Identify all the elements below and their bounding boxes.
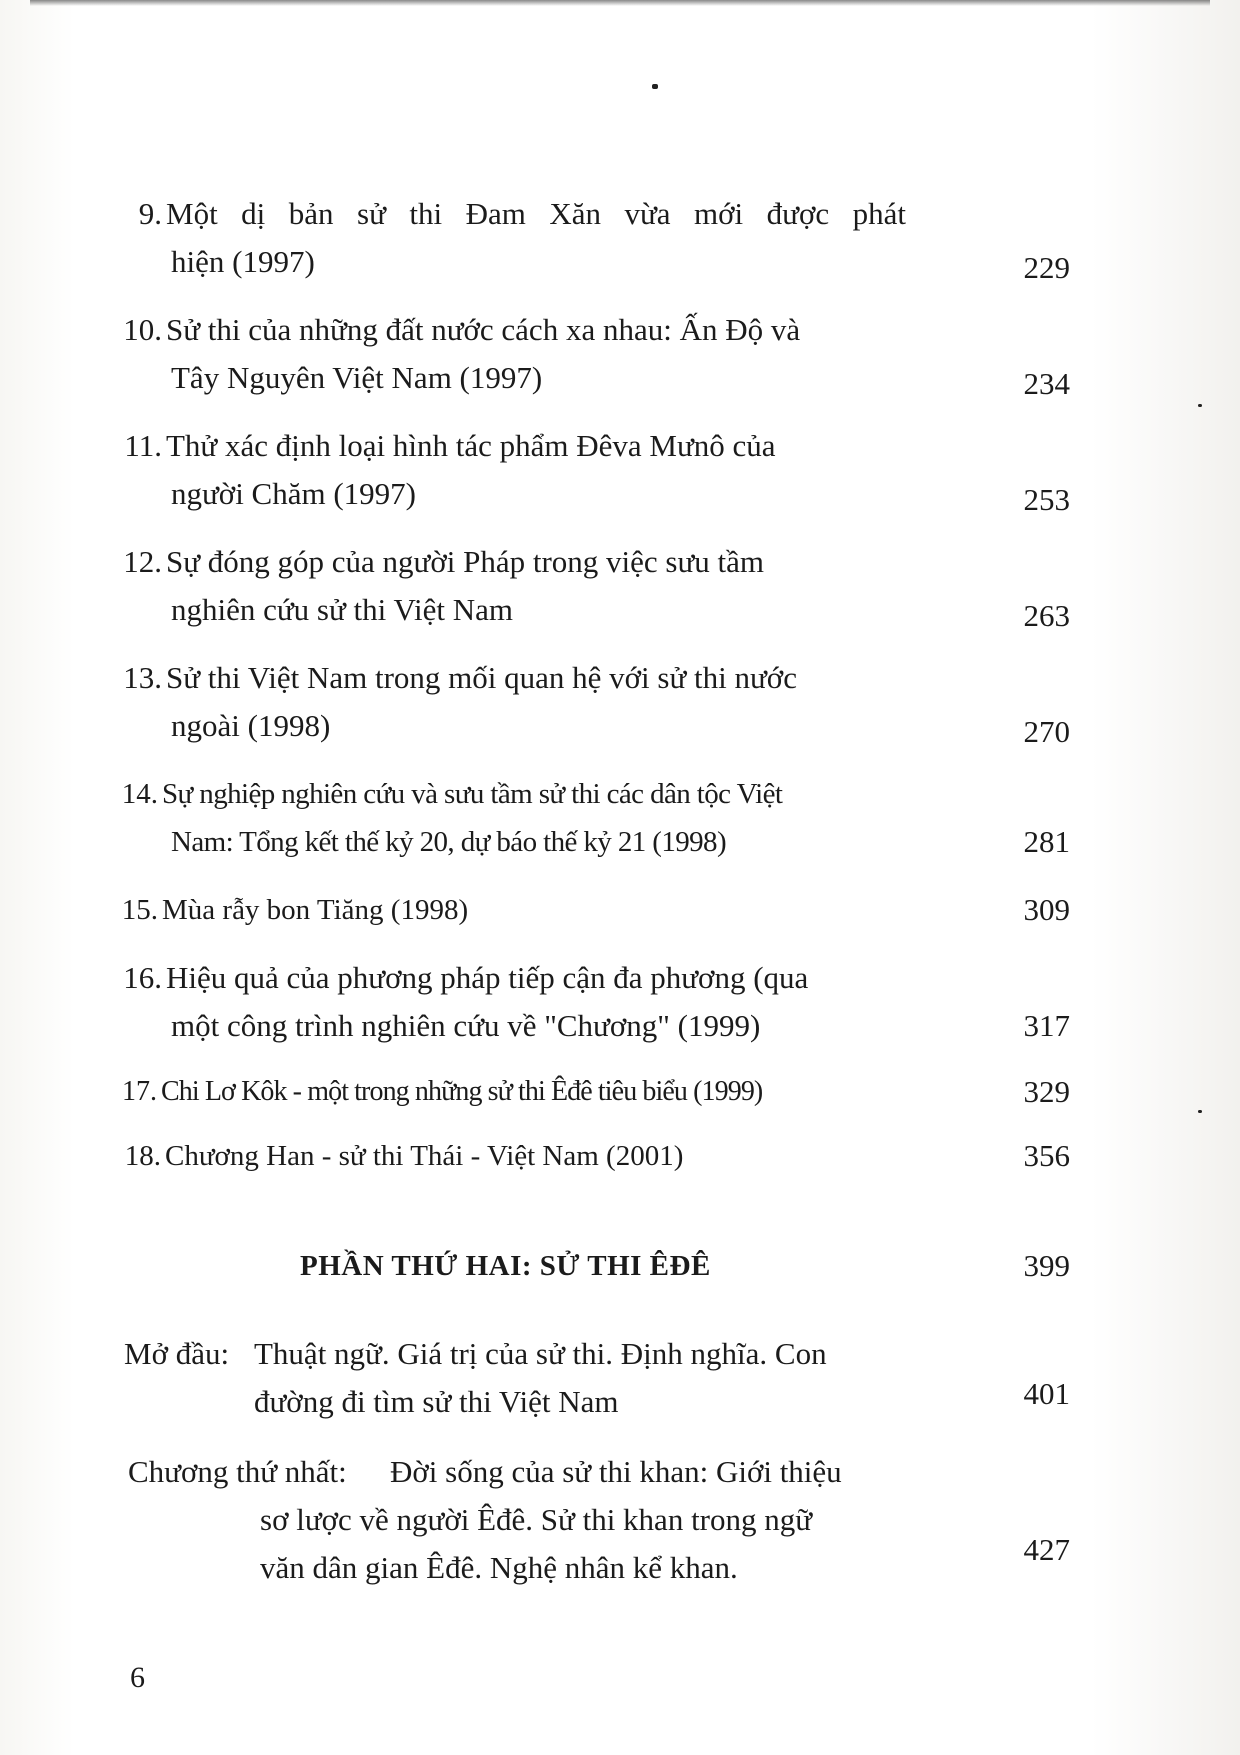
entry-page-number: 329 [1023, 1074, 1070, 1109]
entry-page-number: 229 [1023, 250, 1070, 285]
entry-page-number: 270 [1023, 714, 1070, 749]
entry-title-line: Chương Han - sử thi Thái - Việt Nam (2001) [165, 1140, 684, 1172]
entry-title-line: một công trình nghiên cứu về "Chương" (1999) [171, 1008, 761, 1043]
entry-page-number: 234 [1023, 366, 1070, 401]
chapter-title-line: Thuật ngữ. Giá trị của sử thi. Định nghĩa. Con [254, 1336, 827, 1371]
part-heading: PHẦN THỨ HAI: SỬ THI ÊĐÊ [300, 1250, 711, 1282]
entry-page-number: 253 [1023, 482, 1070, 517]
chapter-title-line: sơ lược về người Êđê. Sử thi khan trong ngữ [260, 1502, 813, 1537]
page-number: 6 [130, 1661, 145, 1694]
entry-title-line: Sử thi Việt Nam trong mối quan hệ với sử thi nước [166, 660, 797, 695]
chapter-page-number: 401 [1023, 1376, 1070, 1411]
entry-number: 9. [138, 196, 162, 231]
entry-number: 18. [124, 1140, 161, 1172]
entry-title-line: ngoài (1998) [171, 708, 331, 743]
entry-page-number: 317 [1023, 1008, 1070, 1043]
entry-title-line: nghiên cứu sử thi Việt Nam [171, 592, 513, 627]
entry-number: 11. [124, 428, 162, 463]
chapter-title-line: văn dân gian Êđê. Nghệ nhân kể khan. [260, 1550, 738, 1585]
chapter-label: Mở đầu: [124, 1336, 230, 1371]
entry-number: 16. [123, 960, 162, 995]
chapter-title-line: Đời sống của sử thi khan: Giới thiệu [390, 1454, 842, 1489]
entry-number: 12. [123, 544, 162, 579]
entry-page-number: 263 [1023, 598, 1070, 633]
part-page-number: 399 [1023, 1248, 1070, 1283]
entry-page-number: 309 [1023, 892, 1070, 927]
entry-title-line: Sự đóng góp của người Pháp trong việc sưu tầm [166, 544, 765, 579]
entry-title-line: Hiệu quả của phương pháp tiếp cận đa phương (qua [166, 960, 809, 995]
chapter-page-number: 427 [1023, 1532, 1070, 1567]
chapter-label: Chương thứ nhất: [128, 1454, 347, 1489]
entry-number: 13. [123, 660, 162, 695]
entry-title-line: Sử thi của những đất nước cách xa nhau: Ấn Độ và [166, 312, 801, 347]
entry-title-line: Thử xác định loại hình tác phẩm Đêva Mưnô của [166, 428, 776, 463]
entry-title-line: Tây Nguyên Việt Nam (1997) [171, 360, 543, 395]
entry-number: 14. [121, 778, 158, 810]
entry-number: 15. [121, 894, 158, 926]
entry-title-line: người Chăm (1997) [171, 476, 417, 511]
entry-title-line: hiện (1997) [171, 244, 315, 279]
entry-number: 17. [122, 1076, 157, 1107]
entry-title-line: Nam: Tổng kết thế kỷ 20, dự báo thế kỷ 21 (1998) [171, 826, 727, 858]
chapter-title-line: đường đi tìm sử thi Việt Nam [254, 1384, 619, 1419]
entry-page-number: 356 [1023, 1138, 1070, 1173]
entry-page-number: 281 [1023, 824, 1070, 859]
entry-number: 10. [123, 312, 162, 347]
entry-title-line: Sự nghiệp nghiên cứu và sưu tầm sử thi các dân tộc Việt [162, 778, 783, 810]
entry-title-line: Mùa rẫy bon Tiăng (1998) [162, 894, 469, 926]
entry-title-line: Một dị bản sử thi Đam Xăn vừa mới được phát [166, 196, 906, 231]
entry-title-line: Chi Lơ Kôk - một trong những sử thi Êđê tiêu biểu (1999) [161, 1076, 763, 1107]
